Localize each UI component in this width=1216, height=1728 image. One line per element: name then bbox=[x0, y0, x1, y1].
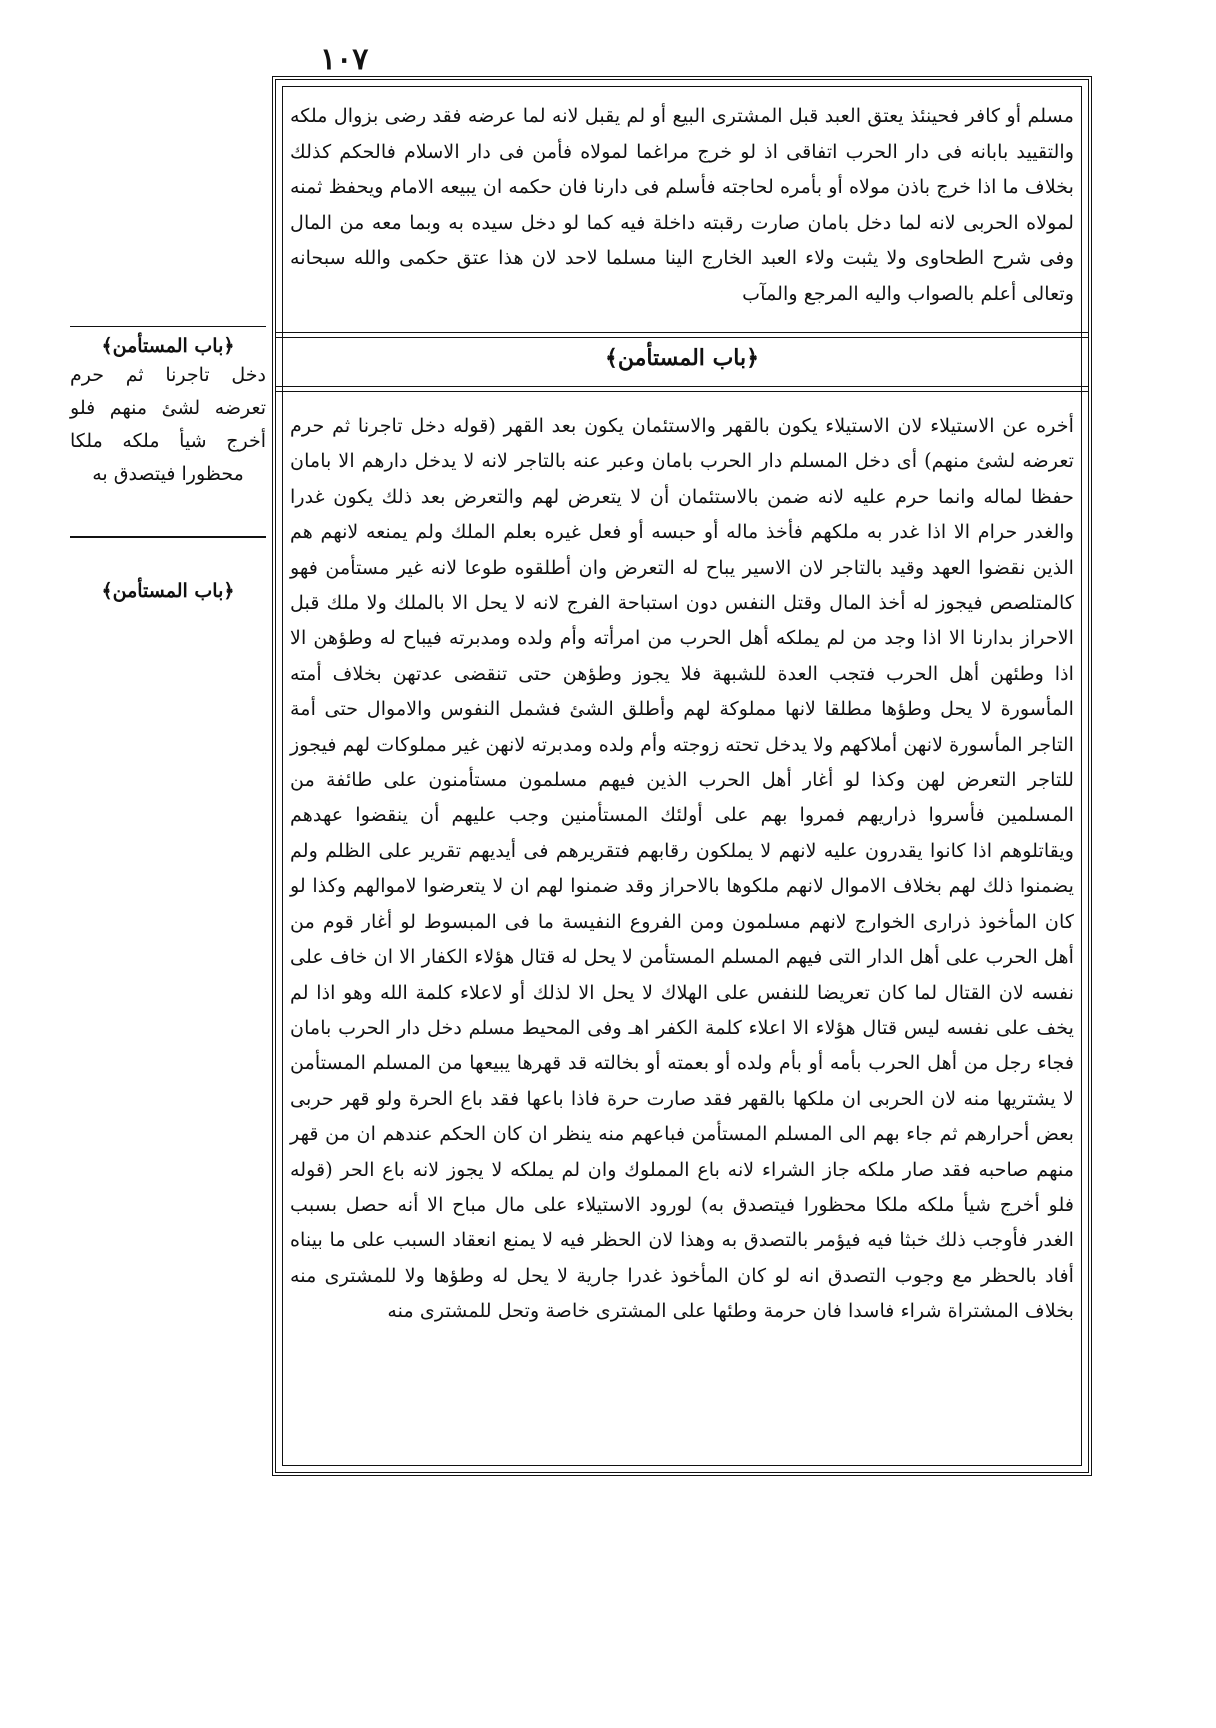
margin-divider bbox=[70, 536, 266, 538]
section-heading-band bbox=[276, 332, 1088, 392]
section-body-block bbox=[290, 408, 1074, 1329]
margin-note-title: ﴿باب المستأمن﴾ bbox=[101, 335, 235, 357]
margin-repeat-title: ﴿باب المستأمن﴾ bbox=[101, 580, 235, 602]
margin-note bbox=[70, 326, 266, 491]
section-body-paragraph: أخره عن الاستيلاء لان الاستيلاء يكون بالقهر والاستئمان يكون بعد القهر (قوله دخل تاجرنا ثم حرم تعرضه لشئ منهم) أى دخل المسلم دار الحرب بامان وعبر عنه بالتاجر لانه لا يدخل دارهم الا بامان حفظا لماله وانما حرم عليه لانه ضمن بالاستئمان أن لا يتعرض لهم والتعرض بعد ذلك يكون غدرا والغدر حرام الا اذا غدر به ملكهم فأخذ ماله أو حبسه أو فعل غيره بعلم الملك ولم يمنعه لانهم هم الذين نقضوا العهد وقيد بالتاجر لان الاسير يباح له التعرض وان أطلقوه طوعا لانه غير مستأمن فهو كالمتلصص فيجوز له أخذ المال وقتل النفس دون استباحة الفرج لانه لا يحل الا بالملك ولا ملك قبل الاحراز بدارنا الا اذا وجد من لم يملكه أهل الحرب من امرأته وأم ولده ومدبرته فيباح له وطؤهن الا اذا وطئهن أهل الحرب فتجب العدة للشبهة فلا يجوز وطؤهن حتى تنقضى عدتهن بخلاف أمته المأسورة لا يحل وطؤها مطلقا لانها مملوكة لهم وأطلق الشئ فشمل النفوس والاموال حتى أمة التاجر المأسورة لانهن أملاكهم ولا يدخل تحته زوجته وأم ولده ومدبرته لانهن غير مملوكات لهم فيجوز للتاجر التعرض لهن وكذا لو أغار أهل الحرب الذين فيهم مسلمون مستأمنون على طائفة من المسلمين فأسروا ذراريهم فمروا بهم على أولئك المستأمنين وجب عليهم أن ينقضوا عهدهم ويقاتلوهم اذا كانوا يقدرون عليه لانهم لا يملكون رقابهم فتقريرهم فى أيديهم تقرير على الظلم ولم يضمنوا ذلك لهم بخلاف الاموال لانهم ملكوها بالاحراز وقد ضمنوا لهم ان لا يتعرضوا لاموالهم وكذا لو كان المأخوذ ذرارى الخوارج لانهم مسلمون ومن الفروع النفيسة ما فى المبسوط لو أغار قوم من أهل الحرب على أهل الدار التى فيهم المسلم المستأمن لا يحل له قتال هؤلاء الكفار الا ان خاف على نفسه لان القتال لما كان تعريضا للنفس على الهلاك لا يحل الا لذلك أو لاعلاء كلمة الله وهو اذا لم يخف على نفسه ليس قتال هؤلاء الا اعلاء كلمة الكفر اهـ وفى المحيط مسلم دخل دار الحرب بامان فجاء رجل من أهل الحرب بأمه أو بأم ولده أو بعمته أو بخالته قد قهرها يبيعها من المسلم المستأمن لا يشتريها منه لان الحربى ان ملكها بالقهر فقد صارت حرة فاذا باعها فقد باع الحرة ولو قهر حربى بعض أحرارهم ثم جاء بهم الى المسلم المستأمن فباعهم منه ينظر ان كان الحكم عندهم ان من قهر منهم صاحبه فقد صار ملكه جاز الشراء لانه باع المملوك وان لم يملكه لا يجوز لانه باع الحر (قوله فلو أخرج شيأ ملكه ملكا محظورا فيتصدق به) لورود الاستيلاء على مال مباح الا أنه حصل بسبب الغدر فأوجب ذلك خبثا فيه فيؤمر بالتصدق به وهذا لان الحظر فيه لا يمنع انعقاد السبب على ما بيناه أفاد بالحظر مع وجوب التصدق انه لو كان المأخوذ غدرا جارية لا يحل له وطؤها ولا للمشترى منه بخلاف المشتراة شراء فاسدا فان حرمة وطئها على المشترى خاصة وتحل للمشترى منه bbox=[290, 414, 1074, 1323]
margin-note-text: دخل تاجرنا ثم حرم تعرضه لشئ منهم فلو أخرج شيأ ملكه ملكا محظورا فيتصدق به bbox=[70, 364, 266, 485]
section-heading: ﴿باب المستأمن﴾ bbox=[604, 345, 759, 371]
preceding-text-block bbox=[290, 98, 1074, 312]
page-number: ١٠٧ bbox=[320, 42, 369, 77]
main-text-frame bbox=[272, 76, 1092, 1476]
preceding-paragraph: مسلم أو كافر فحينئذ يعتق العبد قبل المشترى البيع أو لم يقبل لانه لما عرضه فقد رضى بزوال ملكه والتقييد بابانه فى دار الحرب اتفاقى اذ لو خرج مراغما لمولاه فأمن فى دار الاسلام فالحكم كذلك بخلاف ما اذا خرج باذن مولاه أو بأمره لحاجته فأسلم فى دارنا فان حكمه ان يبيعه الامام ويحفظ ثمنه لمولاه الحربى لانه لما دخل بامان صارت رقبته داخلة فيه كما لو دخل سيده به وبما معه من المال وفى شرح الطحاوى ولا يثبت ولاء العبد الخارج الينا مسلما لاحد لان هذا عتق حكمى والله سبحانه وتعالى أعلم بالصواب واليه المرجع والمآب bbox=[290, 104, 1074, 305]
